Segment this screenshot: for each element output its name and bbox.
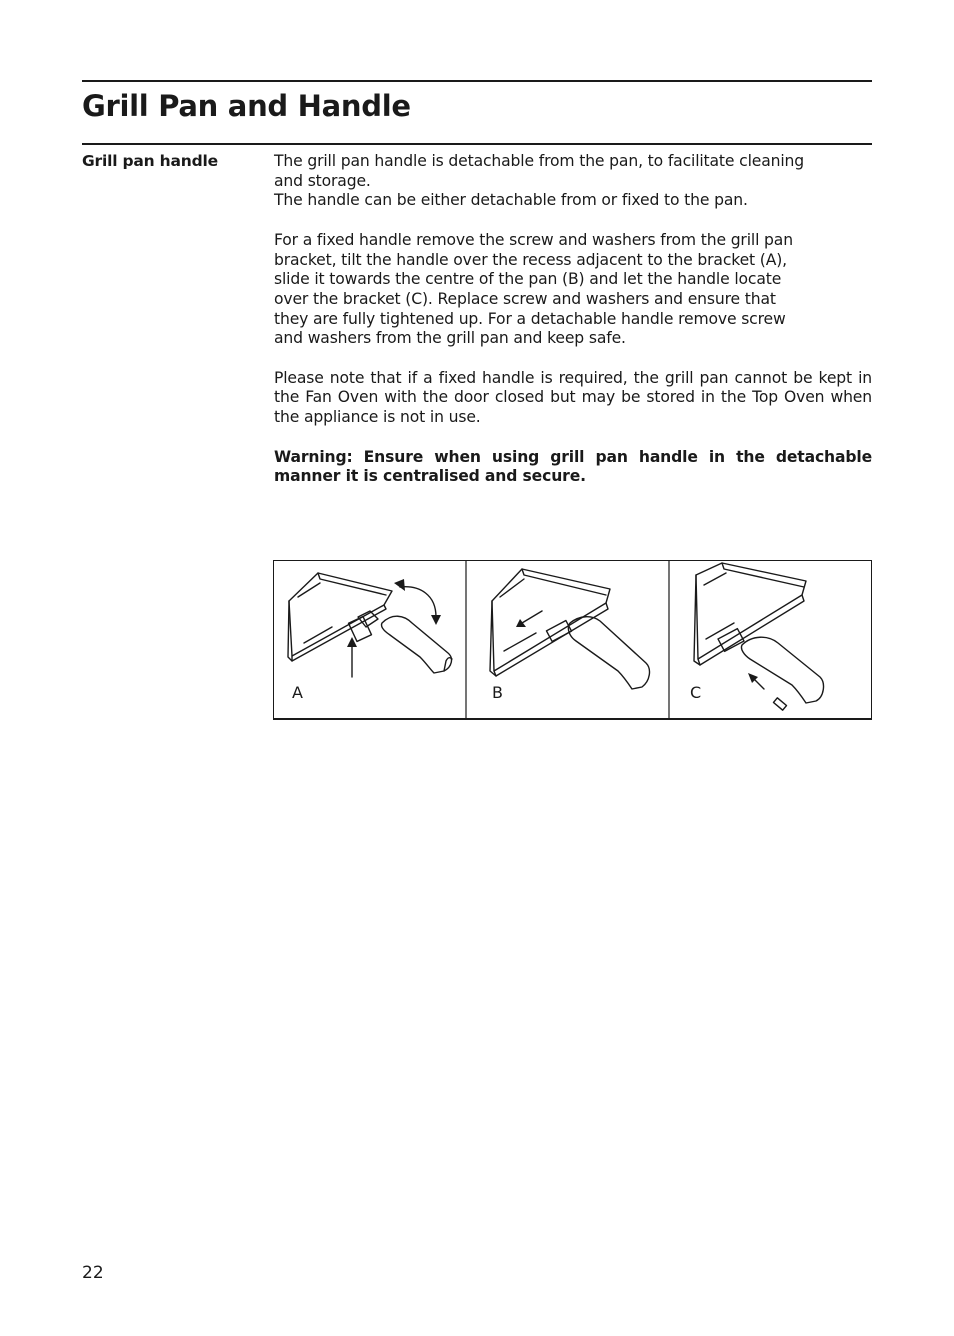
panel-b-illustration xyxy=(490,569,649,689)
paragraph-storage-note: Please note that if a fixed handle is required, the grill pan cannot be kept in the Fan Oven with the door closed but may be stored in the Top Oven when the appliance is not in use. xyxy=(274,368,872,427)
paragraph-detachable xyxy=(274,152,872,211)
text-line: over the bracket (C). Replace screw and washers and ensure that xyxy=(274,289,776,308)
text-line: slide it towards the centre of the pan (B) and let the handle locate xyxy=(274,270,782,289)
section-label: Grill pan handle xyxy=(82,152,218,170)
panel-a-illustration xyxy=(288,573,452,677)
figure-illustration xyxy=(274,561,871,718)
page-number: 22 xyxy=(82,1263,104,1283)
text-line: and storage. xyxy=(274,171,371,190)
panel-c-illustration xyxy=(694,563,823,710)
text-line: they are fully tightened up. For a detachable handle remove screw xyxy=(274,309,786,328)
handle-fitting-figure xyxy=(273,560,872,720)
text-line: and washers from the grill pan and keep safe. xyxy=(274,329,626,348)
figure-label-b: B xyxy=(492,683,503,702)
figure-label-c: C xyxy=(690,683,702,702)
text-line: bracket, tilt the handle over the recess adjacent to the bracket (A), xyxy=(274,250,787,269)
warning-text: Warning: Ensure when using grill pan handle in the detachable manner it is centralised and secure. xyxy=(274,447,872,486)
figure-label-a: A xyxy=(292,683,303,702)
section-body xyxy=(274,152,872,487)
text-line: The handle can be either detachable from or fixed to the pan. xyxy=(274,191,748,210)
text-line: The grill pan handle is detachable from the pan, to facilitate cleaning xyxy=(274,152,804,170)
text-line: For a fixed handle remove the screw and washers from the grill pan xyxy=(274,230,793,249)
paragraph-fixed-handle xyxy=(274,231,872,349)
page-title: Grill Pan and Handle xyxy=(82,89,411,123)
top-rule xyxy=(82,80,872,82)
title-rule xyxy=(82,143,872,145)
